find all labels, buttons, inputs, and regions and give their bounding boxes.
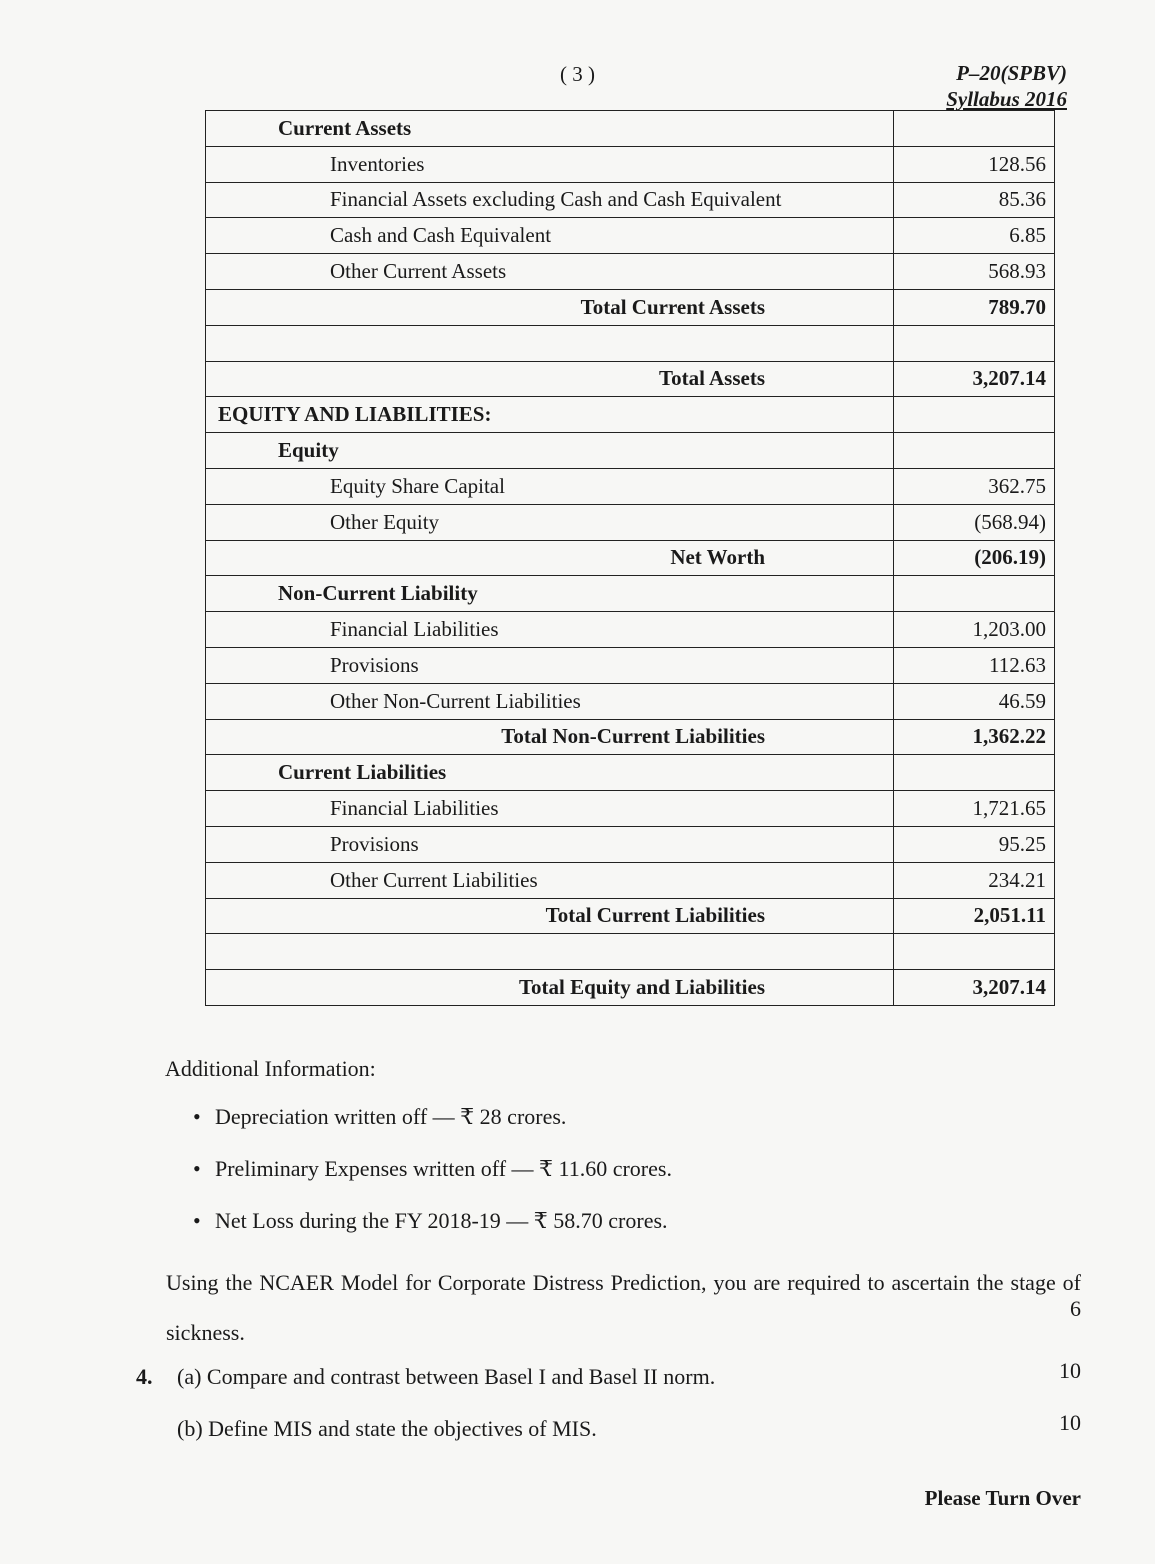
total-label: Total Current Assets: [206, 289, 894, 325]
question-number: 4.: [136, 1364, 153, 1389]
table-row: [206, 683, 1055, 719]
item-value: 1,721.65: [894, 791, 1055, 827]
table-row: [206, 218, 1055, 254]
table-row: [206, 433, 1055, 469]
paper-code-id: P–20(SPBV): [956, 61, 1067, 85]
list-item: [193, 1104, 672, 1156]
total-label: Net Worth: [206, 540, 894, 576]
table-row: [206, 325, 1055, 361]
table-row: [206, 647, 1055, 683]
section-heading: Current Liabilities: [206, 755, 894, 791]
table-row: [206, 719, 1055, 755]
bullet-icon: •: [193, 1156, 201, 1181]
page-footer: Please Turn Over: [924, 1486, 1081, 1510]
item-label: Financial Assets excluding Cash and Cash Equivalent: [206, 182, 894, 218]
table-row: [206, 361, 1055, 397]
table-row: [206, 862, 1055, 898]
table-row: [206, 970, 1055, 1006]
item-label: Provisions: [206, 826, 894, 862]
total-value: 1,362.22: [894, 719, 1055, 755]
item-value: 85.36: [894, 182, 1055, 218]
equity-liabilities-heading: EQUITY AND LIABILITIES:: [206, 397, 894, 433]
table-row: [206, 791, 1055, 827]
table-row: [206, 826, 1055, 862]
table-row: [206, 612, 1055, 648]
item-label: Provisions: [206, 647, 894, 683]
item-label: Other Current Liabilities: [206, 862, 894, 898]
table-row: [206, 289, 1055, 325]
question-part-b: (b) Define MIS and state the objectives of MIS.: [177, 1416, 597, 1441]
table-row: [206, 397, 1055, 433]
item-value: 6.85: [894, 218, 1055, 254]
item-label: Other Non-Current Liabilities: [206, 683, 894, 719]
question-part-a: (a) Compare and contrast between Basel I and Basel II norm.: [177, 1364, 716, 1389]
page-number: ( 3 ): [560, 62, 595, 86]
marks-label: 6: [1070, 1296, 1081, 1321]
total-value: 2,051.11: [894, 898, 1055, 934]
table-row: [206, 540, 1055, 576]
total-value: (206.19): [894, 540, 1055, 576]
total-equity-liabilities-label: Total Equity and Liabilities: [206, 970, 894, 1006]
bullet-icon: •: [193, 1104, 201, 1129]
table-row: [206, 468, 1055, 504]
item-value: 112.63: [894, 647, 1055, 683]
item-value: 234.21: [894, 862, 1055, 898]
section-heading: Equity: [206, 433, 894, 469]
item-label: Equity Share Capital: [206, 468, 894, 504]
section-heading: Non-Current Liability: [206, 576, 894, 612]
additional-info-list: [193, 1104, 672, 1260]
item-label: Cash and Cash Equivalent: [206, 218, 894, 254]
list-item: [193, 1156, 672, 1208]
list-item-text: Depreciation written off — ₹ 28 crores.: [215, 1104, 567, 1129]
total-label: Total Non-Current Liabilities: [206, 719, 894, 755]
balance-sheet-table: [205, 110, 1055, 1006]
item-value: (568.94): [894, 504, 1055, 540]
marks-label: 10: [1059, 1410, 1081, 1435]
table-row: [206, 504, 1055, 540]
table-row: [206, 111, 1055, 147]
list-item-text: Preliminary Expenses written off — ₹ 11.60 crores.: [215, 1156, 672, 1181]
list-item: [193, 1208, 672, 1260]
table-row: [206, 898, 1055, 934]
paper-code: [946, 60, 1067, 112]
list-item-text: Net Loss during the FY 2018-19 — ₹ 58.70 crores.: [215, 1208, 668, 1233]
item-value: 128.56: [894, 146, 1055, 182]
question-instruction: Using the NCAER Model for Corporate Distress Prediction, you are required to ascertain the stage of sickness.: [166, 1270, 1081, 1345]
total-assets-label: Total Assets: [206, 361, 894, 397]
item-value: 362.75: [894, 468, 1055, 504]
section-heading: Current Assets: [206, 111, 894, 147]
table-row: [206, 254, 1055, 290]
item-label: Other Current Assets: [206, 254, 894, 290]
total-label: Total Current Liabilities: [206, 898, 894, 934]
marks-label: 10: [1059, 1358, 1081, 1383]
bullet-icon: •: [193, 1208, 201, 1233]
table-row: [206, 576, 1055, 612]
item-label: Financial Liabilities: [206, 791, 894, 827]
table-row: [206, 934, 1055, 970]
total-value: 789.70: [894, 289, 1055, 325]
total-assets-value: 3,207.14: [894, 361, 1055, 397]
total-equity-liabilities-value: 3,207.14: [894, 970, 1055, 1006]
item-value: 568.93: [894, 254, 1055, 290]
item-label: Other Equity: [206, 504, 894, 540]
item-value: 1,203.00: [894, 612, 1055, 648]
item-label: Financial Liabilities: [206, 612, 894, 648]
syllabus-year: Syllabus 2016: [946, 87, 1067, 111]
item-value: 46.59: [894, 683, 1055, 719]
table-row: [206, 182, 1055, 218]
additional-info-title: Additional Information:: [165, 1056, 376, 1081]
item-value: 95.25: [894, 826, 1055, 862]
item-label: Inventories: [206, 146, 894, 182]
table-row: [206, 146, 1055, 182]
table-row: [206, 755, 1055, 791]
